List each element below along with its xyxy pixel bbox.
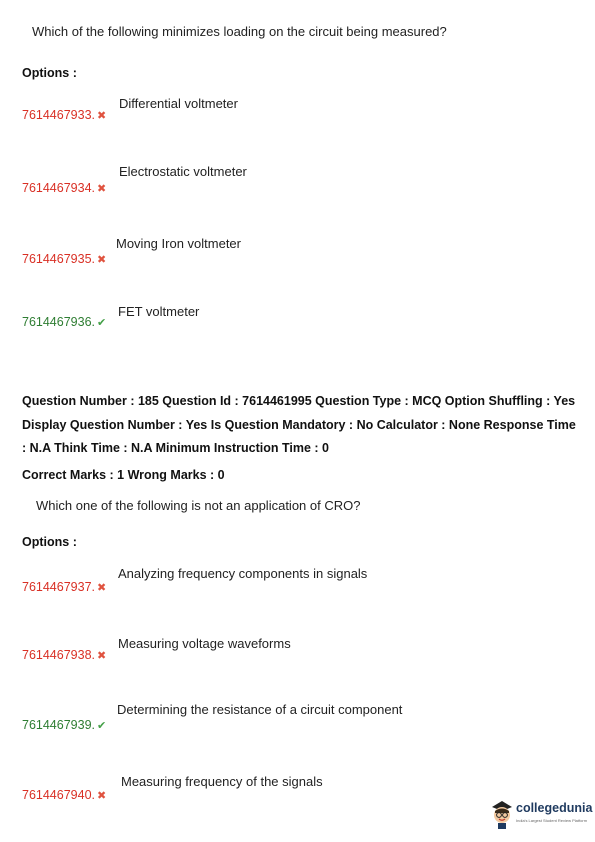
option-text: Moving Iron voltmeter — [116, 236, 241, 251]
collegedunia-logo — [489, 798, 591, 832]
check-icon: ✔ — [97, 317, 107, 329]
options-label: Options : — [22, 66, 77, 80]
option-id — [22, 646, 106, 664]
question-meta: : N.A Think Time : N.A Minimum Instruction Time : 0 — [22, 441, 329, 455]
option-text: Measuring voltage waveforms — [118, 636, 291, 651]
options-label: Options : — [22, 535, 77, 549]
option-id — [22, 250, 106, 268]
option-number: 7614467936. — [22, 315, 95, 329]
option-id — [22, 179, 106, 197]
cross-icon: ✖ — [97, 254, 107, 266]
option-text: Electrostatic voltmeter — [119, 164, 247, 179]
option-number: 7614467933. — [22, 108, 95, 122]
option-text: FET voltmeter — [118, 304, 200, 319]
check-icon: ✔ — [97, 720, 107, 732]
option-number: 7614467934. — [22, 181, 95, 195]
option-id — [22, 578, 106, 596]
cross-icon: ✖ — [97, 183, 107, 195]
logo-tagline: India's Largest Student Review Platform — [516, 818, 588, 823]
option-number: 7614467940. — [22, 788, 95, 802]
option-id — [22, 313, 106, 331]
option-id — [22, 106, 106, 124]
cross-icon: ✖ — [97, 790, 107, 802]
question-meta: Display Question Number : Yes Is Question Mandatory : No Calculator : None Response Time — [22, 418, 576, 432]
question-text: Which of the following minimizes loading on the circuit being measured? — [32, 24, 447, 39]
cross-icon: ✖ — [97, 582, 107, 594]
option-number: 7614467935. — [22, 252, 95, 266]
option-text: Determining the resistance of a circuit component — [117, 702, 403, 717]
option-id — [22, 716, 106, 734]
option-text: Analyzing frequency components in signals — [118, 566, 368, 581]
option-id — [22, 786, 106, 804]
option-number: 7614467937. — [22, 580, 95, 594]
cross-icon: ✖ — [97, 650, 107, 662]
logo-name: collegedunia — [516, 801, 593, 815]
option-text: Differential voltmeter — [119, 96, 238, 111]
student-mascot-icon — [489, 798, 515, 830]
cross-icon: ✖ — [97, 110, 107, 122]
question-text: Which one of the following is not an application of CRO? — [36, 498, 361, 513]
option-text: Measuring frequency of the signals — [121, 774, 323, 789]
option-number: 7614467939. — [22, 718, 95, 732]
question-meta: Question Number : 185 Question Id : 7614461995 Question Type : MCQ Option Shuffling : Yes — [22, 394, 576, 408]
option-number: 7614467938. — [22, 648, 95, 662]
marks-info: Correct Marks : 1 Wrong Marks : 0 — [22, 468, 225, 482]
